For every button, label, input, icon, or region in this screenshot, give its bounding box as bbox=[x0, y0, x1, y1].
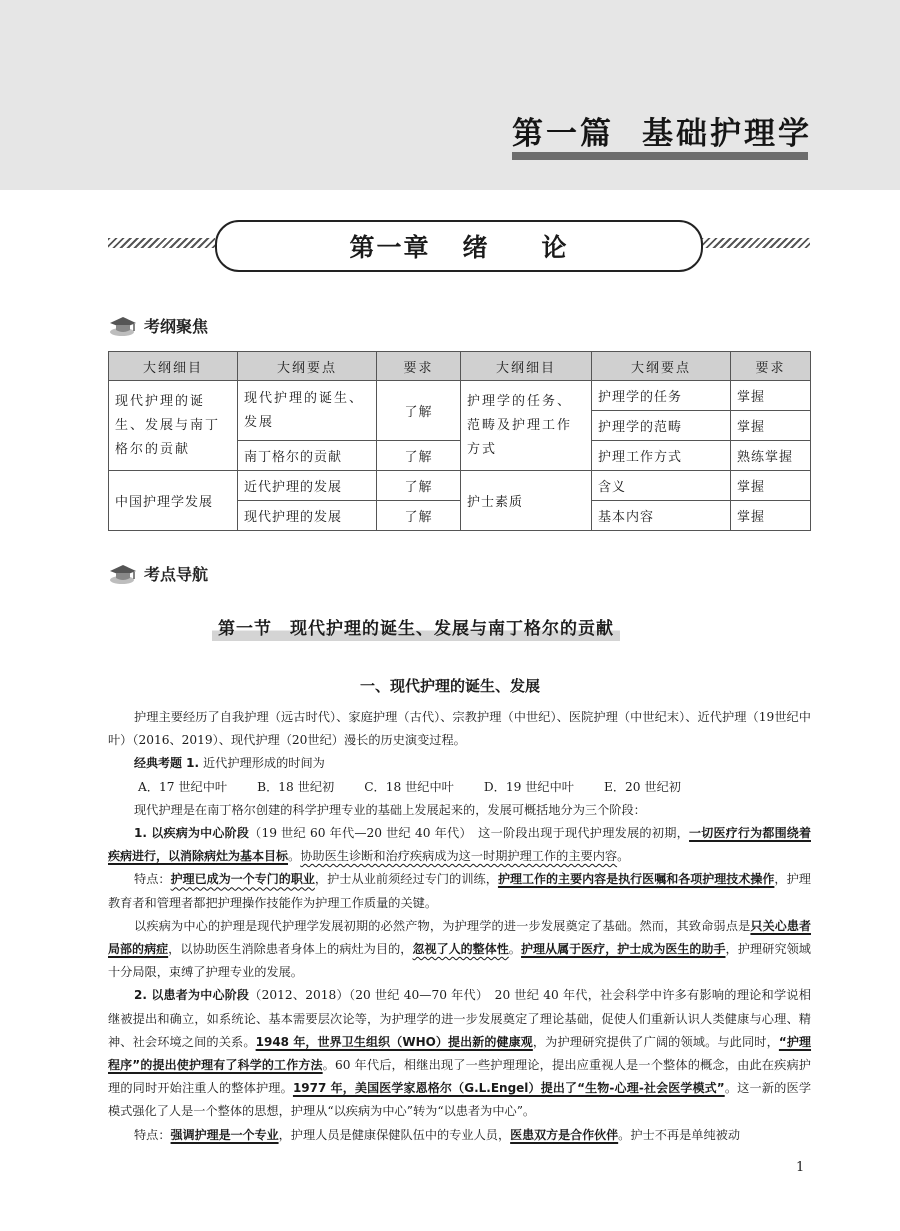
table-cell: 掌握 bbox=[731, 471, 811, 501]
chapter-title-box bbox=[215, 220, 703, 272]
table-header: 大纲要点 bbox=[238, 352, 377, 381]
graduation-cap-icon bbox=[108, 315, 138, 337]
subsection-title: 一、现代护理的诞生、发展 bbox=[359, 677, 540, 695]
key-point: 1977 年，美国医学家恩格尔（G.L.Engel）提出了“生物-心理-社会医学模式” bbox=[292, 1081, 725, 1096]
chapter-title: 第一章 绪 论 bbox=[349, 233, 569, 262]
table-header: 大纲细目 bbox=[109, 352, 238, 381]
paragraph: 特点：护理已成为一个专门的职业，护士从业前须经过专门的训练，护理工作的主要内容是执行医嘱和各项护理技术操作，护理教育者和管理者都把护理操作技能作为护理工作质量的关键。 bbox=[108, 872, 811, 910]
table-cell: 现代护理的诞生、发展与南丁格尔的贡献 bbox=[109, 381, 238, 471]
paragraph: 现代护理是在南丁格尔创建的科学护理专业的基础上发展起来的，发展可概括地分为三个阶段： bbox=[134, 802, 646, 817]
key-point: 协助医生诊断和治疗疾病成为这一时期护理工作的主要内容 bbox=[300, 849, 618, 864]
key-point: 护理从属于医疗，护士成为医生的助手 bbox=[520, 942, 726, 957]
table-cell: 南丁格尔的贡献 bbox=[238, 441, 377, 471]
key-point: “护理程序”的提出使护理有了科学的工作方法 bbox=[108, 1034, 812, 1073]
paragraph: 2. 以患者为中心阶段（2012、2018）（20 世纪 40—70 年代） 20 世纪 40 年代，社会科学中许多有影响的理论和学说相继被提出和确立，如系统论、基本需要层次论等，为护理学的进一步发展奠定了理论基础，促使人们重新认识人类健康与心理、精神、社会环境之间的关系。1948 年，世界卫生组织（WHO）提出新的健康观，为护理研究提供了广阔的领域。与此同时，“护理程序”的提出使护理有了科学的工作方法。60 年代后，相继出现了一些护理理论，提出应重视人是一个整体的概念，由此在疾病护理的同时开始注重人的整体护理。1977 年，美国医学家恩格尔（G.L.Engel）提出了“生物-心理-社会医学模式”。这一新的医学模式强化了人是一个整体的思想，护理从“以疾病为中心”转为“以患者为中心”。 bbox=[108, 988, 812, 1119]
table-cell: 护士素质 bbox=[461, 471, 592, 531]
table-cell: 中国护理学发展 bbox=[109, 471, 238, 531]
table-header: 大纲细目 bbox=[461, 352, 592, 381]
option-a: A．17 世纪中叶 bbox=[138, 779, 228, 794]
paragraph: 1. 以疾病为中心阶段（19 世纪 60 年代—20 世纪 40 年代） 这一阶段出现于现代护理发展的初期，一切医疗行为都围绕着疾病进行，以消除病灶为基本目标。协助医生诊断和治疗疾病成为这一时期护理工作的主要内容。 bbox=[108, 826, 811, 864]
table-header-row bbox=[109, 352, 811, 381]
nav-heading bbox=[108, 562, 208, 585]
table-cell: 护理学的范畴 bbox=[592, 411, 731, 441]
hatch-left bbox=[108, 238, 215, 248]
table-header: 大纲要点 bbox=[592, 352, 731, 381]
option-c: C．18 世纪中叶 bbox=[364, 779, 454, 794]
part-title: 第一篇 基础护理学 bbox=[512, 116, 812, 152]
option-b: B．18 世纪初 bbox=[257, 779, 335, 794]
table-cell: 掌握 bbox=[731, 501, 811, 531]
table-cell: 了解 bbox=[377, 381, 461, 441]
table-cell: 掌握 bbox=[731, 381, 811, 411]
table-row bbox=[109, 381, 811, 411]
key-point: 护理已成为一个专门的职业 bbox=[170, 872, 315, 887]
part-title-underline bbox=[512, 152, 808, 160]
table-cell: 现代护理的诞生、发展 bbox=[238, 381, 377, 441]
key-point: 1948 年，世界卫生组织（WHO）提出新的健康观 bbox=[255, 1034, 533, 1049]
exam-options bbox=[108, 776, 811, 799]
table-cell: 护理工作方式 bbox=[592, 441, 731, 471]
table-cell: 护理学的任务 bbox=[592, 381, 731, 411]
key-point: 护理工作的主要内容是执行医嘱和各项护理技术操作 bbox=[497, 872, 775, 887]
syllabus-heading bbox=[108, 314, 208, 337]
table-cell: 熟练掌握 bbox=[731, 441, 811, 471]
key-point: 医患双方是合作伙伴 bbox=[510, 1127, 619, 1142]
option-e: E．20 世纪初 bbox=[603, 779, 681, 794]
body-text bbox=[108, 706, 811, 1147]
exam-question-label: 经典考题 1. bbox=[134, 756, 200, 771]
table-cell: 含义 bbox=[592, 471, 731, 501]
table-cell: 了解 bbox=[377, 501, 461, 531]
table-cell: 近代护理的发展 bbox=[238, 471, 377, 501]
table-cell: 现代护理的发展 bbox=[238, 501, 377, 531]
paragraph: 护理主要经历了自我护理（远古时代）、家庭护理（古代）、宗教护理（中世纪）、医院护理（中世纪末）、近代护理（19世纪中叶）（2016、2019）、现代护理（20世纪）漫长的历史演变过程。 bbox=[108, 710, 811, 748]
table-header: 要求 bbox=[731, 352, 811, 381]
table-cell: 了解 bbox=[377, 441, 461, 471]
syllabus-heading-text: 考纲聚焦 bbox=[144, 317, 209, 336]
paragraph: 以疾病为中心的护理是现代护理学发展初期的必然产物，为护理学的进一步发展奠定了基础。然而，其致命弱点是只关心患者局部的病症，以协助医生消除患者身体上的病灶为目的，忽视了人的整体性。护理从属于医疗，护士成为医生的助手，护理研究领域十分局限，束缚了护理专业的发展。 bbox=[108, 918, 811, 980]
hatch-right bbox=[701, 238, 810, 248]
paragraph: 特点：强调护理是一个专业，护理人员是健康保健队伍中的专业人员，医患双方是合作伙伴。护士不再是单纯被动 bbox=[134, 1127, 741, 1142]
table-header: 要求 bbox=[377, 352, 461, 381]
graduation-cap-icon bbox=[108, 563, 138, 585]
key-point: 一切医疗行为都围绕着疾病进行，以消除病灶为基本目标 bbox=[108, 826, 811, 864]
section-title: 第一节 现代护理的诞生、发展与南丁格尔的贡献 bbox=[212, 614, 620, 641]
table-cell: 掌握 bbox=[731, 411, 811, 441]
table-cell: 了解 bbox=[377, 471, 461, 501]
key-point: 只关心患者局部的病症 bbox=[108, 918, 811, 957]
syllabus-table bbox=[108, 351, 811, 531]
page-number: 1 bbox=[796, 1160, 805, 1175]
option-d: D．19 世纪中叶 bbox=[483, 779, 574, 794]
exam-question: 经典考题 1. 近代护理形成的时间为 bbox=[134, 756, 325, 771]
nav-heading-text: 考点导航 bbox=[144, 565, 209, 584]
key-point: 忽视了人的整体性 bbox=[412, 942, 509, 957]
table-row bbox=[109, 471, 811, 501]
table-cell: 护理学的任务、范畴及护理工作方式 bbox=[461, 381, 592, 471]
table-cell: 基本内容 bbox=[592, 501, 731, 531]
header-band bbox=[0, 0, 900, 190]
key-point: 强调护理是一个专业 bbox=[170, 1127, 279, 1142]
